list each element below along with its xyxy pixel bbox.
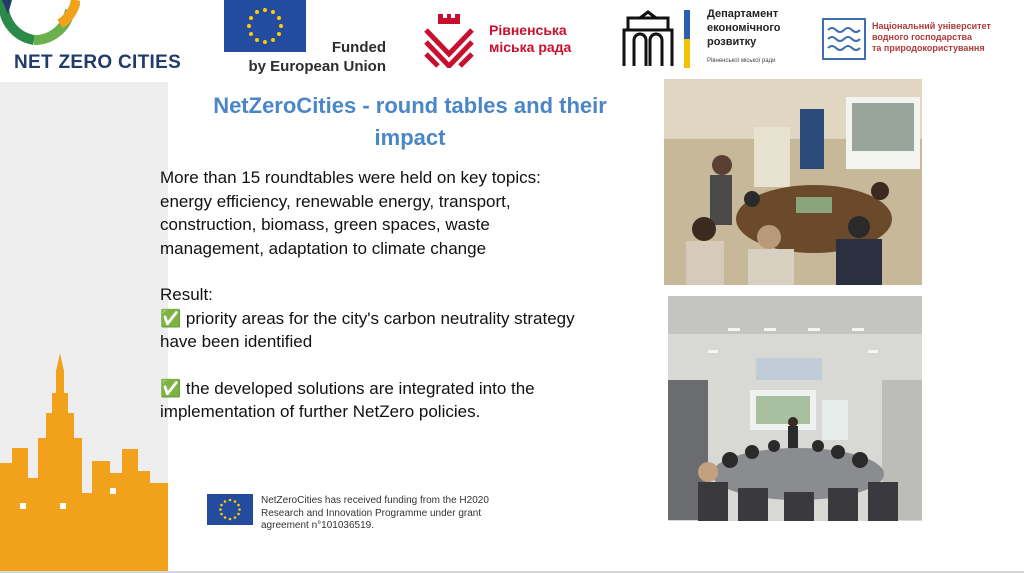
department-line2: економічного xyxy=(707,22,781,34)
body-line: energy efficiency, renewable energy, transport, xyxy=(160,191,511,211)
brand-name: NET ZERO CITIES xyxy=(14,52,182,73)
rivne-line2: міська рада xyxy=(489,39,572,55)
department-line1: Департамент xyxy=(707,8,779,20)
result-item: ✅ the developed solutions are integrated into the xyxy=(160,378,535,398)
body-line: construction, biomass, green spaces, waste xyxy=(160,215,490,234)
rivne-line1: Рівненська xyxy=(489,22,567,38)
result-item: have been identified xyxy=(160,332,313,351)
rivne-council-label xyxy=(489,22,571,56)
title-line2: impact xyxy=(374,125,446,150)
department-label xyxy=(707,7,781,49)
net-zero-cities-logo-icon xyxy=(0,0,80,46)
university-emblem-icon xyxy=(822,18,866,60)
rivne-emblem-icon xyxy=(420,10,478,68)
university-line2: водного господарства xyxy=(872,32,972,42)
funding-line1: NetZeroCities has received funding from the H2020 xyxy=(261,495,489,506)
university-line1: Національний університет xyxy=(872,21,991,31)
eu-funded-line1: Funded xyxy=(331,39,386,56)
flag-stripe-icon xyxy=(684,10,690,68)
university-line3: та природокористування xyxy=(872,43,985,53)
eu-funded-label xyxy=(224,38,386,76)
roundtable-photo-1 xyxy=(664,79,922,285)
left-decor-panel xyxy=(0,82,168,573)
result-item: implementation of further NetZero policies. xyxy=(160,402,481,421)
eu-funded-line2: by European Union xyxy=(248,58,386,75)
funding-notice xyxy=(261,495,531,533)
eu-flag-small-icon xyxy=(207,494,253,525)
department-emblem-icon xyxy=(620,10,676,68)
department-sub-label: Рівненської міської ради xyxy=(707,58,776,64)
university-label xyxy=(872,21,991,54)
title-line1: NetZeroCities - round tables and their xyxy=(213,93,607,118)
slide-body xyxy=(160,166,652,424)
funding-line2: Research and Innovation Programme under grant xyxy=(261,507,482,519)
body-line: More than 15 roundtables were held on key topics: xyxy=(160,168,541,187)
body-line: management, adaptation to climate change xyxy=(160,238,487,258)
slide-title xyxy=(172,90,648,154)
city-skyline-graphic xyxy=(0,353,168,573)
roundtable-photo-2 xyxy=(668,296,922,521)
department-line3: розвитку xyxy=(707,36,757,48)
funding-line3: agreement n°101036519. xyxy=(261,520,374,532)
result-item: ✅ priority areas for the city's carbon neutrality strategy xyxy=(160,308,575,328)
result-label: Result: xyxy=(160,285,213,304)
